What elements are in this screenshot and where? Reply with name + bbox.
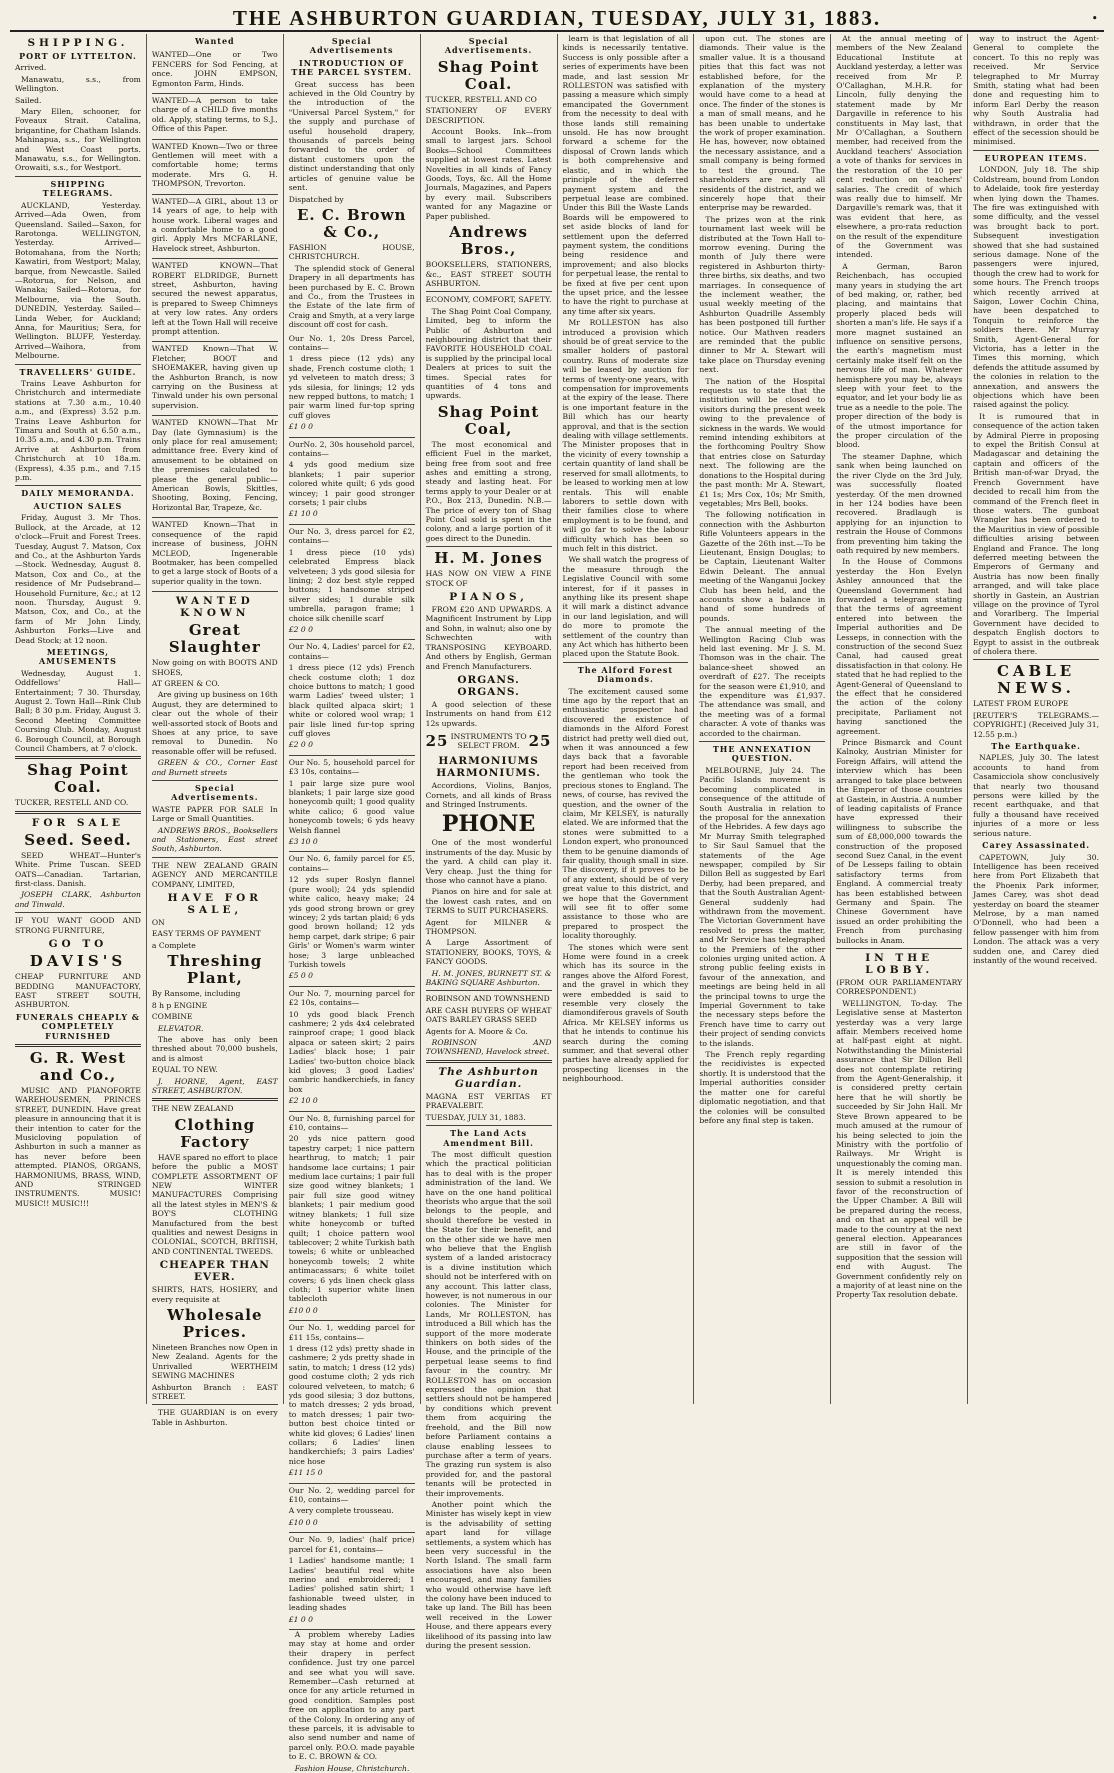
funerals-heading: FUNERALS CHEAPLY & COMPLETELY FURNISHED (15, 1011, 141, 1041)
parcel-items: 1 dress (12 yds) pretty shade in cashmere; 2 yds pretty shade in satin, to match; 1 dress (12 yds) good costume cloth; 2 yds rich coloured velveteen, to match; 6 yds good silesia; 3 doz buttons, to match dresses; 2 yds broad, to match dresses; 1 pair two-button best choice tinted or white kid gloves; 6 Ladies' linen collars; 6 Ladies' linen handkerchiefs; 3 pairs Ladies' nice hose (288, 1343, 415, 1466)
port-heading: PORT OF LYTTELTON. (19, 51, 137, 61)
wanted-ad (152, 195, 278, 259)
column-5 (558, 34, 695, 1404)
paper-name: The Ashburton Guardian. (438, 1065, 539, 1090)
brown-text: The splendid stock of General Drapery in all departments has been purchased by E. C. Brown and Co., from the Trustees in the Estate of the late firm of Craig and Smyth, at a very large discount off cost for cash. (288, 263, 415, 330)
threshing-text: The above has only been threshed about 70,000 bushels, and is almost (151, 1034, 278, 1063)
masthead (10, 6, 1104, 32)
parcel-entry (289, 1533, 415, 1630)
page-columns (10, 34, 1104, 1773)
great-slaughter-sub: Now going on with BOOTS AND SHOES, (151, 658, 278, 677)
cash-buyers-text: ARE CASH BUYERS OF WHEAT OATS BARLEY GRASS SEED (425, 1005, 552, 1025)
engine-label: 8 h p ENGINE (151, 1000, 208, 1010)
wanted-ad (152, 140, 278, 195)
harmoniums-text: Accordions, Violins, Banjos, Cornets, and all kinds of Brass and Stringed Instruments. (425, 781, 552, 809)
equal-to-new-label: EQUAL TO NEW. (151, 1065, 218, 1075)
west-heading: G. R. West and Co., (29, 1048, 127, 1084)
parcel-entry (289, 640, 415, 755)
special-ads-heading: Special Advertisements. (444, 36, 533, 56)
seed-heading: Seed. Seed. (24, 830, 132, 849)
parcel-heading: Our No. 9, ladies' (half price) parcel for £1, contains— (288, 1535, 415, 1554)
divider (152, 1404, 278, 1405)
parcel-total: £11 15 0 (288, 1468, 323, 1478)
stationery-text: Account Books. Ink—from small to largest jars. School Books—School Committees supplied at lowest rates. Latest Novelties in all kinds of Fancy Goods, Toys, &c. All the Home Journals, Magazines, and Papers by every mail. Subscribers wanted for any Magazine or Paper published. (425, 127, 552, 221)
nz-grain-heading: THE NEW ZEALAND GRAIN AGENCY AND MERCANTILE COMPANY, LIMITED, (151, 860, 278, 889)
great-slaughter-heading: Great Slaughter (168, 621, 261, 657)
wanted-ad-text: WANTED Known—Two or three Gentlemen will meet with a comfortable home; terms moderate. Mrs G. H. THOMPSON, Trevorton. (151, 141, 278, 189)
news-text: The annual meeting of the Wellington Racing Club was held last evening. Mr J. S. M. Thomson was in the chair. The balance-sheet showed an overdraft of £27. The receipts for the season were £1,910, and the expenditure was £1,937. The attendance was small, and the meeting was of a formal character. A vote of thanks was accorded to the chairman. (699, 625, 826, 738)
lobby-sub: (FROM OUR PARLIAMENTARY CORRESPONDENT.) (836, 978, 963, 997)
shag-coal-text-2: The most economical and efficient Fuel in the market, being free from soot and free ashes and emitting a strong, steady and lasting heat. For terms apply to your Dealer or at P.O., Box 213, Dunedin. N.B.—The price of every ton of Shag Point Coal sold is spent in the colony, and a large portion of it goes direct to the Dunedin. (425, 439, 552, 543)
cable-news-meta: [REUTER'S TELEGRAMS.—COPYRIGHT.] (Received July 31, 12.55 p.m.) (973, 710, 1099, 739)
jones-signature: H. M. JONES, BURNETT ST. & BAKING SQUARE Ashburton. (425, 968, 552, 988)
andrews-sub: BOOKSELLERS, STATIONERS, &c., EAST STREET SOUTH ASHBURTON. (425, 260, 552, 288)
divider (15, 1044, 141, 1047)
parcel-total: £10 0 0 (288, 1305, 318, 1315)
divider (563, 662, 689, 663)
land-bill-text-2: Another point which the Minister has wisely kept in view is the advisability of setting apart land for village settlements, a system which has been very successful in the North Island. The small farm associations have also been encouraged, and many families who would otherwise have left the colony have been induced to take up land. The Bill has been well received in the Lower House, and there appears every likelihood of its passing into law during the present session. (425, 1499, 552, 1651)
wanted-ad-text: WANTED—A person to take charge of a CHILD five months old. Apply, stating terms, to S.J., Office of this Paper. (151, 96, 278, 134)
news-text: The prizes won at the rink tournament last week will be distributed at the Town Hall to-morrow evening. During the month of July there were registered in Ashburton thirty-three births, six deaths, and two marriages. In consequence of the inclement weather, the usual weekly meeting of the Ashburton Quadrille Assembly has been postponed till further notice. Our Mathven readers are reminded that the public dinner to Mr A. Stewart will take place on Thursday evening next. (699, 214, 826, 375)
parcel-heading: Our No. 3, dress parcel for £2, contains— (288, 526, 415, 546)
column-1 (10, 34, 147, 1404)
news-text: At the annual meeting of members of the New Zealand Educational Institute at Auckland yesterday, a letter was received from Mr P. O'Callaghan, M.H.R. for Lincoln, fully denying the statement made by Mr Dargaville in reference to his constituents in May last, that Mr O'Callaghan, a Southern member, had received from the Auckland teachers' Association a vote of thanks for services in the restoration of the 10 per cent reduction on teachers' salaries. The credit of which was really due to himself. Mr Dargaville's remark was, that it was evident that here, as elsewhere, a pro-rata reduction on the result of the expenditure of the Government was intended. (836, 34, 963, 260)
wanted-ad (152, 416, 278, 518)
parcel-system-text: Great success has been achieved in the Old Country by the introduction of the "Universal Parcel System," for the supply and purchase of useful household drapery, thousands of parcels being forwarded to the order of distant customers upon the distinct understanding that only articles of genuine value be sent. (288, 79, 415, 193)
shag-coal-heading: Shag Point Coal. (437, 57, 540, 93)
alford-diamonds-heading: The Alford Forest Diamonds. (577, 664, 674, 685)
wanted-known-heading: WANTED KNOWN (175, 595, 254, 620)
land-bill-heading: The Land Acts Amendment Bill. (443, 1128, 534, 1148)
branch-text: Ashburton Branch : EAST STREET. (151, 1382, 278, 1402)
meetings-heading: MEETINGS, AMUSEMENTS (38, 646, 117, 667)
shipping-telegrams-text: AUCKLAND, Yesterday. Arrived—Ada Owen, from Queensland. Sailed—Saxon, for Rarotonga. WELLINGTON, Yesterday. Arrived—Botomahana, from the North; Kawatiri, from Westport; Malay, barque, from Newcastle. Sailed—Rotorua, for Nelson, and Wanaka; Sailed—Rotorua, for Melbourne, via the South. DUNEDIN, Yesterday. Sailed—Linda Weber, for Auckland; Anna, for Mauritius; Sera, for Wellington. BLUFF, Yesterday. Arrived—Waihora, from Melbourne. (15, 200, 141, 361)
special-ads-heading: Special Advertisements. (171, 783, 259, 803)
on-label: ON (151, 918, 165, 928)
go-to-heading: GO TO (48, 938, 108, 951)
parcel-entry (289, 438, 415, 525)
phone-heading: PHONE (441, 811, 536, 838)
parcel-items: A very complete trousseau. (288, 1506, 394, 1516)
sailings-text: Mary Ellen, schooner, for Foveaux Strait. Catalina, brigantine, for Chatham Islands. Mahinapua, s.s., for Wellington and West Coast ports. Manawatu, s.s., for Wellington. Orowaiti, s.s., for Westport. (15, 107, 141, 173)
wanted-ad (152, 94, 278, 140)
parcel-heading: Our No. 6, family parcel for £5, contains— (288, 854, 415, 873)
great-slaughter-at: AT GREEN & CO. (151, 678, 220, 688)
news-text: Prince Bismarck and Count Kalnoky, Austrian Minister for Foreign Affairs, will attend the interview which has been arranged to take place between the Emperor of those countries at Gastein, in Austria. A number of leading capitalists of France have expressed their willingness to subscribe the sum of £8,000,000 towards the construction of the proposed second Suez Canal, in the event of De Lesseps failing to obtain satisfactory terms from England. A commercial treaty has been established between Germany and Spain. The Chinese Government have issued an order prohibiting the French from purchasing bullocks in Anam. (836, 738, 963, 945)
arrived-label: Arrived. (15, 63, 47, 73)
column-2 (147, 34, 284, 1427)
pianos-heading: PIANOS, (449, 591, 528, 604)
clothing-factory-heading: Clothing Factory (174, 1115, 256, 1151)
instrument-label: INSTRUMENTS TO SELECT FROM. (450, 731, 527, 751)
column-7 (831, 34, 968, 1404)
davis-heading: DAVIS'S (29, 952, 127, 971)
elevator-label: ELEVATOR. (157, 1023, 204, 1033)
great-slaughter-text: Are giving up business on 16th August, they are determined to clear out the whole of their well-assorted stock of Boots and Shoes at any price, to save removal to Dunedin. No reasonable offer will be refused. (151, 690, 278, 756)
parcel-list (289, 332, 415, 1630)
auction-sales-heading: AUCTION SALES (33, 500, 123, 511)
divider (426, 990, 552, 991)
news-text: The steamer Daphne, which sank when being launched on the river Clyde on the 3rd July, was successfully floated yesterday. Of the men drowned in her 124 bodies have been recovered. Bradlaugh is applying for an injunction to restrain the House of Commons from preventing him taking the oath required by new members. (836, 451, 963, 555)
parcel-heading: Our No. 1, wedding parcel for £11 15s, contains— (288, 1323, 415, 1342)
parcel-total: £3 10 0 (288, 837, 318, 847)
parcel-items: 1 Ladies' handsome mantle; 1 Ladies' beautiful real white merino and embroidered; 1 Ladies' polished satin shirt; 1 fashionable tweed ulster, in leading shades (288, 1556, 415, 1613)
news-text: upon cut. The stones are diamonds. Their value is the smaller value. It is a thousand pities that this fact was not established before, for the explanation of the mystery would have come to a head at once. The finder of the stones is a man of small means, and he has been unable to undertake the work of proper examination. He has, however, now obtained the necessary assistance, and a small company is being formed to test the ground. The shareholders are nearly all residents of the district, and we sincerely hope that their enterprise may be rewarded. (699, 34, 826, 213)
parcel-entry (289, 1321, 415, 1484)
lobby-heading: IN THE LOBBY. (865, 952, 934, 976)
parcel-system-heading: INTRODUCTION OF THE PARCEL SYSTEM. (291, 57, 412, 78)
parcel-items: 1 dress piece (10 yds) celebrated Empress black velveteen; 3 yds good silesia for lining; 2 doz best style repped buttons; 1 handsome striped silver sides; 1 durable silk umbrella, paragon frame; 1 choice silk chenille scarf (288, 547, 415, 623)
complete-label: a Complete (151, 940, 196, 950)
column-6 (694, 34, 831, 1404)
parcel-entry (289, 332, 415, 438)
column-8 (968, 34, 1104, 1404)
organs-heading: ORGANS. ORGANS. (457, 673, 520, 698)
travellers-guide-text: Trains Leave Ashburton for Christchurch and intermediate stations at 7.30 a.m., 10.40 a.m., and (Express) 3.52 p.m. Trains Leave Ashburton for Timaru and South at 6.50 a.m., 10.35 a.m., and 4.30 p.m. Trains Arrive at Ashburton from Christchurch at 10 18a.m. (Express), 4.35 p.m., and 7.15 p.m. (15, 379, 141, 483)
annexation-text-2: The French reply regarding the recidivistes is expected shortly. It is understood that the Imperial authorities consider the matter one for careful diplomatic negotiation, and that the colonies will be consulted before any final step is taken. (699, 1050, 826, 1125)
wanted-ad-text: WANTED—A GIRL, about 13 or 14 years of age, to help with house work. Liberal wages and a comfortable home to a good girl. Apply Mrs MCFARLANE, Havelock street, Ashburton. (151, 196, 278, 253)
wanted-ad (152, 48, 278, 94)
cable-news-heading: CABLE NEWS. (996, 662, 1076, 698)
lobby-text: WELLINGTON, To-day. The Legislative sense at Masterton yesterday was a very large affair. Members received home at half-past eight at night. Notwithstanding the Ministerial assurance that Sir Dillon Bell does not contemplate retiring from the Agent-Generalship, it is considered pretty certain here that he will shortly be succeeded by Sir John Hall. Mr Steve Brown appeared to be much amused at the rumour of his being selected to join the Ministry with the portfolio of Railways. Mr Wright is unquestionably the coming man. It is merely intended this session to submit a resolution in favor of the reconstruction of the Upper Chamber. A Bill will be prepared during the recess, and on that an appeal will be made to the country at the next general election. Appearances are still in favor of the supposition that the session will end with August. The Government confidently rely on a majority of at least nine on the Property Tax resolution debate. (836, 998, 963, 1300)
parcel-heading: Our No. 4, Ladies' parcel for £2, contains— (288, 642, 415, 661)
auction-sales-text: Friday, August 3. Mr Thos. Bullock, at the Arcade, at 12 o'clock—Fruit and Forest Trees. Tuesday, August 7. Matson, Cox and Co., at the Ashburton Yards—Stock. Wednesday, August 8. Matson, Cox and Co., at the residence of Mr Pudsebrand—Household Furniture, &c.; at 12 noon. Thursday, August 9. Matson, Cox, and Co., at the farm of Mr John Lindy, Ashburton Forks—Live and Dead Stock; at 12 noon. (15, 513, 141, 645)
news-text: The following notification in connection with the Ashburton Rifle Volunteers appears in the Gazette of the 26th inst.—To be Lieutenant, Ensign Douglas; to be Captain, Lieutenant Walter Edwin Deleant. The annual meeting of the Wanganui Jockey Club has been held, and the accounts show a balance in hand of some hundreds of pounds. (699, 510, 826, 623)
phone-text: One of the most wonderful instruments of the day. Music by the yard. A child can play it. Very cheap. Just the thing for those who cannot have a piano. (425, 838, 552, 885)
newspaper-title: THE ASHBURTON GUARDIAN, TUESDAY, JULY 31, 1883. (232, 6, 882, 30)
daily-memoranda-heading: DAILY MEMORANDA. (21, 488, 135, 499)
parcel-total: £1 10 0 (288, 509, 318, 519)
divider (15, 364, 141, 365)
parcel-items: 4 yds good medium size blankets; 1 pair superior colored white quilt; 6 yds good wincey; 1 pair good stronger corsets; 1 pair clubs (288, 460, 415, 508)
parcel-heading: Our No. 1, 20s Dress Parcel, contains— (288, 333, 415, 352)
parcel-entry (289, 756, 415, 853)
parcel-entry (289, 1112, 415, 1322)
arrivals-text: Manawatu, s.s., from Wellington. (15, 74, 141, 94)
wanted-ad (152, 342, 278, 416)
harmoniums-heading: HARMONIUMS HARMONIUMS. (436, 755, 541, 780)
robinson-heading: ROBINSON AND TOWNSHEND (425, 994, 550, 1004)
west-text: MUSIC AND PIANOFORTE WAREHOUSEMEN, PRINCES STREET, DUNEDIN. Have great pleasure in announcing that it is their intention to cater for the Musicloving population of Ashburton in such a manner as has never before been attempted. PIANOS, ORGANS, HARMONIUMS, BRASS, WIND, AND STRINGED INSTRUMENTS. MUSIC! MUSIC!! MUSIC!!! (15, 1085, 141, 1208)
news-text: way to instruct the Agent-General to complete the concert. To this no reply was received. Mr Service telegraphed to Mr Murray Smith, stating what had been done and requesting him to inform Earl Derby the reason why South Australia had withdrawn, in order that the effect of the secession should be minimised. (973, 34, 1099, 147)
wanted-ad-text: WANTED Known—That W. Fletcher, BOOT and SHOEMAKER, having given up the Ashburton Branch, is now carrying on the Business at Tinwald under his own personal supervision. (151, 344, 278, 410)
parcel-items: 1 pair large size pure wool blankets; 1 pair large size good honeycomb quilt; 1 good quality white calico; 6 good value honeycomb towels; 6 yds heavy Welsh flannel (288, 778, 415, 835)
column-3 (284, 34, 421, 1773)
wanted-heading: Wanted (194, 36, 235, 46)
parcel-heading: Our No. 8, furnishing parcel for £10, contains— (288, 1113, 415, 1133)
agent-text: Agent for MILNER & THOMPSON. (425, 917, 552, 936)
land-bill-continued-2: Mr ROLLESTON has also introduced a provision which should be of great service to the smaller holders of pastoral country. Runs of moderate size will be leased by auction for terms of twenty-one years, with compensation for improvements at the expiry of the lease. There is one important feature in the Bill which has our hearty approval, and that is the section dealing with village settlements. The Minister proposes that in the vicinity of every township a certain quantity of land shall be reserved for small allotments, to be leased to working men at low rentals. This will enable laborers to settle down with their families close to where employment is to be found, and will go far to solve the labour difficulty which has been so much felt in this district. (562, 318, 689, 553)
divider (15, 756, 141, 759)
threshing-plant-heading: Threshing Plant, (167, 952, 263, 988)
parcel-total: £1 0 0 (288, 1614, 313, 1624)
travellers-guide-heading: TRAVELLERS' GUIDE. (19, 366, 137, 377)
divider (15, 811, 141, 814)
stationery-heading: STATIONERY OF EVERY DESCRIPTION. (425, 106, 552, 125)
jones-heading: H. M. Jones (434, 549, 543, 568)
parcel-items: 12 yds super Roslyn flannel (pure wool); 24 yds splendid white calico, heavy make; 24 yds good strong brown or grey wincey; 2 yds tartan plaid; 6 yds good brown holland; 12 yds hemp carpet, dark stripe; 6 pair Girls' or Women's warm winter hose; 3 large unbleached Turkish towels (288, 875, 415, 969)
parcel-total: £10 0 0 (288, 1517, 318, 1527)
divider (426, 546, 552, 547)
andrews-signature: ANDREWS BROS., Booksellers and Stationers, East street South, Ashburton. (151, 825, 278, 854)
alford-diamonds-text: The excitement caused some time ago by the report that an enthusiastic prospector had discovered the existence of diamonds in the Alford Forest district had pretty well died out, when it was announced a few days back that a favorable report had been received from the gentleman who took the precious stones to England. The news, of course, has revived the question, and the owner of the claim, Mr KELSEY, is naturally elated. We are informed that the stones were submitted to a London expert, who pronounced them to be genuine diamonds of fair quality, though small in size. The discovery, if it proves to be of any extent, should be of very great value to this district, and we hope that the Government will see fit to offer some assistance to those who are prepared to prospect the locality thoroughly. (562, 686, 689, 941)
divider (699, 741, 825, 742)
easy-terms-label: EASY TERMS OF PAYMENT (151, 929, 261, 939)
parcel-entry (289, 525, 415, 640)
guardian-note: THE GUARDIAN is on every Table in Ashburton. (151, 1408, 278, 1427)
clark-signature: JOSEPH CLARK, Ashburton and Tinwald. (15, 890, 141, 909)
divider (973, 659, 1099, 660)
earthquake-text: NAPLES, July 30. The latest accounts to hand from Casamicciola show conclusively that nearly two thousand persons were killed by the recent earthquake, and that fully a thousand have received injuries of a more or less serious nature. (973, 753, 1099, 838)
dispatched-label: Dispatched by (288, 194, 344, 204)
horne-signature: J. HORNE, Agent, EAST STREET, ASHBURTON. (151, 1076, 278, 1095)
instrument-count-row (426, 730, 552, 752)
wanted-ad (152, 518, 278, 592)
waste-paper-text: WASTE PAPER FOR SALE In Large or Small Quantities. (151, 804, 278, 824)
tucker-label: TUCKER, RESTELL AND CO (425, 94, 537, 104)
furniture-ad-text: IF YOU WANT GOOD AND STRONG FURNITURE, (15, 916, 141, 935)
parcel-total: £1 0 0 (288, 422, 313, 432)
parcel-heading: Our No. 7, mourning parcel for £2 10s, contains— (288, 988, 415, 1008)
land-bill-continued: learn is that legislation of all kinds is necessarily tentative. Success is only possible after a series of experiments have been made, and last session Mr ROLLESTON was satisfied with passing a measure which simply emancipated the Government from the necessity to deal with those lands still remaining unsold. He has now brought forward a scheme for the disposal of Crown lands which is both comprehensive and elastic, and in which the principle of the deferred payment system and the perpetual lease are combined. Under this Bill the Waste Lands Boards will be empowered to set aside blocks of land for settlement upon the deferred payment system, the conditions being residence and improvement; and also blocks for perpetual lease, the rental to be fixed at five per cent upon the upset price, and the lessee to have the right to purchase at any time after six years. (562, 34, 689, 316)
parcel-total: £2 0 0 (288, 740, 313, 750)
divider (973, 150, 1099, 151)
have-for-sale-heading: HAVE FOR SALE, (167, 892, 263, 917)
cheaper-heading: CHEAPER THAN EVER. (159, 1259, 270, 1284)
agents-text: Agents for A. Moore & Co. (425, 1026, 528, 1036)
european-items-heading: EUROPEAN ITEMS. (984, 152, 1088, 163)
robinson-signature: ROBINSON AND TOWNSHEND, Havelock street. (425, 1038, 552, 1057)
news-text: A German, Baron Reichenbach, has occupied many years in studying the art of bed making, or, rather, bed placing, and maintains that properly placed beds will shorten a man's life. He says if a more magnet sustained an influence on sensitive persons, the earth's magnetism must certainly make itself felt on the nervous life of man. Whatever hemisphere you may be, always sleep with your feet to the equator, and let your body lie as true as a needle to the pole. The proper direction of the body is of the utmost importance for the proper circulation of the blood. (836, 261, 963, 450)
wanted-ad-text: WANTED—One or Two FENCERS for Sod Fencing, at once. JOHN EMPSON, Egmonton Farm, Hinds. (151, 50, 278, 88)
shipping-telegrams-heading: SHIPPING TELEGRAMS. (42, 178, 114, 199)
european-items-text-2: It is rumoured that in consequence of the action taken by Admiral Pierre in proposing to expel the British Consul at Madagascar and detaining the captain and officers of the British man-of-war Dryad, the French Government have decided to recall him from the command of the French fleet in those waters. The gunboat Wrangler has been ordered to the Mauritius in view of possible difficulties arising between England and France. The long deferred meeting between the Emperors of Germany and Austria has now been finally arranged, and will take place shortly in Gastein, an Austrian village on the province of Tyrol and Vorarlberg. The Imperial Government have decided to despatch English doctors to Egypt to assist in the outbreak of cholera there. (973, 411, 1100, 656)
for-sale-heading: FOR SALE (31, 816, 124, 829)
news-text: In the House of Commons yesterday the Hon Evelyn Ashley announced that the Queensland Government had forwarded a telegram stating that the terms of agreement entered into between the Imperial authorities and De Lesseps, in connection with the construction of the second Suez Canal, had caused great dissatisfaction in that colony. He stated that he had replied to the Agent-General of Queensland to the effect that he considered the action of the colony precipitate, Parliament not having sanctioned the agreement. (836, 557, 963, 736)
parcel-heading: OurNo. 2, 30s household parcel, contains— (288, 439, 415, 459)
parcel-total: £2 10 0 (288, 1096, 318, 1106)
clothing-text: HAVE spared no effort to place before the public a MOST COMPLETE ASSORTMENT OF NEW WINTER MANUFACTURES Comprising all the latest styles in MEN'S & BOY'S CLOTHING Manufactured from the best qualities and newest Designs in COLONIAL, SCOTCH, BRITISH, AND CONTINENTAL TWEEDS. (151, 1152, 278, 1256)
instrument-count: 25 (528, 732, 552, 751)
land-bill-text: The most difficult question which the practical politician has to deal with is the proper administration of the land. We have on the one hand political theorists who argue that the soil belongs to the people, and should therefore be vested in the State for their benefit, and on the other side we have men who believe that the English system of a landed aristocracy is a divine institution which should not be interfered with on any account. This latter class, however, is not numerous in our colonies. The Minister for Lands, Mr ROLLESTON, has introduced a Bill which has the support of the more moderate thinkers on both sides of the House, and the principle of the perpetual lease seems to find favour in the country. Mr ROLLESTON has on occasion expressed the opinion that settlers should not be hampered by conditions which prevent them from acquiring the freehold, and the Bill now before Parliament contains a clause enabling lessees to purchase after a term of years. The grazing run system is also provided for, and the pastoral tenants will be protected in their improvements. (425, 1149, 552, 1498)
paper-motto: MAGNA EST VERITAS ET PRAEVALEBIT. (425, 1091, 552, 1111)
branches-text: Nineteen Branches now Open in New Zealand. Agents for the Unrivalled WERTHEIM SEWING MACHINES (151, 1343, 278, 1381)
combine-label: COMBINE (151, 1012, 193, 1022)
brown-signature: Fashion House, Christchurch. (294, 1763, 410, 1773)
organs-text: A good selection of these Instruments on hand from £12 12s upwards. (425, 699, 552, 728)
column-4 (421, 34, 558, 1651)
divider (836, 948, 962, 949)
carey-heading: Carey Assassinated. (982, 840, 1091, 851)
parcel-entry (289, 852, 415, 986)
parcel-entry (289, 987, 415, 1112)
ransome-label: By Ransome, including (151, 989, 241, 999)
shirts-text: SHIRTS, HATS, HOSIERY, and every requisite at (151, 1285, 278, 1304)
land-bill-continued-3: We shall watch the progress of the measure through the Legislative Council with some interest, for if it passes in anything like its present shape it will mark a distinct advance in our land legislation, and will do more to promote the settlement of the country than any Act which has hitherto been placed upon the Statute Book. (562, 555, 689, 659)
news-text: The nation of the Hospital requests us to state that the institution will be closed to visitors during the present week owing to the prevalence of sickness in the wards. We would remind intending exhibitors at the forthcoming Poultry Show that entries close on Saturday next. The following are the donations to the Hospital during the past month: Mr A. Stewart, £1 1s; Mrs Cox, 10s; Mr Smith, vegetables; Mrs Bell, books. (699, 376, 826, 508)
earthquake-heading: The Earthquake. (991, 741, 1081, 752)
meetings-text: Wednesday, August 1. Oddfellows' Hall—Entertainment; 7 30. Thursday, August 2. Town Hall—Rink Club Ball; 8 30 p.m. Friday, August 3. Second Meeting Committee Coursing Club. Monday, August 6. Borough Council, at Borough Council Chambers, at 7 o'clock. (15, 668, 141, 754)
carey-text: CAPETOWN, July 30. Intelligence has been received here from Port Elizabeth that the Phoenix Park informer, James Carey, was shot dead yesterday on board the steamer Melrose, by a man named O'Donnell, who had been a fellow passenger with him from London. The attack was a very sudden one, and Carey died instantly of the wound received. (973, 852, 1099, 965)
andrews-heading: Andrews Bros., (449, 223, 528, 259)
parcel-entry (289, 1484, 415, 1534)
annexation-heading: THE ANNEXATION QUESTION. (712, 744, 812, 764)
divider (426, 1125, 552, 1126)
large-assortment-text: A Large Assortment of STATIONERY, BOOKS, TOYS, & FANCY GOODS. (425, 938, 552, 967)
shag-coal-heading-2: Shag Point Coal, (437, 402, 540, 438)
divider (426, 291, 552, 292)
parcel-total: £5 0 0 (288, 971, 313, 981)
hire-text: Pianos on hire and for sale at the lowest cash rates, and on TERMS to SUIT PURCHASERS. (425, 887, 552, 916)
parcel-items: 10 yds good black French cashmere; 2 yds 4x4 celebrated rainproof crape; 1 good black alpaca or sateen skirt; 2 pairs Ladies' black hose; 1 pair Ladies' two-button choice black kid gloves; 3 good Ladies' cambric handkerchiefs, in fancy box (288, 1009, 415, 1094)
annexation-text: MELBOURNE, July 24. The Pacific Islands movement is becoming complicated in consequence of the attitude of South Australia in relation to the proposal for the annexation of the Hebrides. A few days ago Mr Murray Smith telegraphed to Sir Saul Samuel that the statements of the Age newspaper, compiled by Sir Dillon Bell as suggested by Earl Derby, had been prepared, and that the South Australian Agent-General suddenly had withdrawn from the movement. The Victorian Government have resolved to press the matter, and Mr Service has telegraphed to the Premiers of the other colonies urging united action. A strong public feeling exists in favour of the annexation, and meetings are being held in all the principal towns to urge the Imperial Government to take the necessary steps before the French have time to carry out their project of sending convicts to the islands. (699, 765, 826, 1048)
economy-heading: ECONOMY, COMFORT, SAFETY. (425, 295, 552, 305)
divider (152, 857, 278, 858)
pianos-text: FROM £20 AND UPWARDS. A Magnificent Instrument by Lipp and Sohn, in walnut; also one by Schwechten with TRANSPOSING KEYBOARD. And others by English, German and French Manufacturers. (425, 605, 552, 671)
seed-text: SEED WHEAT—Hunter's White. Prime Tuscan. SEED OATS—Canadian. Tartarian, first-class. Danish. (15, 850, 141, 889)
green-signature: GREEN & CO., Corner East and Burnett streets (151, 758, 278, 777)
clothing-sub: THE NEW ZEALAND (151, 1104, 234, 1114)
alford-diamonds-text-2: The stones which were sent Home were found in a creek which has its source in the ranges above the Alford Forest, and the gravel in which they were embedded is said to resemble very closely the diamondiferous gravels of South Africa. Mr KELSEY informs us that he intends to continue his search during the coming summer, and that several other parties have already applied for prospecting licenses in the neighbourhood. (562, 942, 689, 1084)
economy-text: The Shag Point Coal Company, Limited, beg to inform the Public of Ashburton and neighbouring district that their FAVORITE HOUSEHOLD COAL is supplied by the principal local Dealers at prices to suit the times. Special rates for quantities of 4 tons and upwards. (425, 306, 552, 401)
wanted-ad-text: WANTED Known—That in consequence of the rapid increase of business, JOHN MCLEOD, Ingenerable Bootmaker, has been compelled to get a large stock of Boots of a superior quality in the town. (151, 520, 278, 586)
divider (426, 1060, 552, 1063)
divider (152, 1098, 278, 1101)
parcel-heading: Our No. 5, household parcel for £3 10s, contains— (288, 757, 415, 777)
shag-coal-heading: Shag Point Coal. (27, 761, 129, 797)
divider (15, 912, 141, 913)
cable-news-sub: LATEST FROM EUROPE (973, 699, 1069, 709)
parcel-heading: Our No. 2, wedding parcel for £10, contains— (288, 1485, 415, 1505)
sailed-label: Sailed. (15, 95, 42, 105)
wanted-ad (152, 259, 278, 342)
divider (152, 780, 278, 781)
page-mark: • (1091, 12, 1098, 25)
shipping-heading: SHIPPING. (27, 37, 129, 49)
instrument-count: 25 (425, 732, 449, 751)
jones-sub: HAS NOW ON VIEW A FINE STOCK OF (425, 569, 552, 588)
brown-heading: E. C. Brown & Co., (296, 205, 407, 241)
fashion-house-label: FASHION HOUSE, CHRISTCHURCH. (288, 242, 415, 262)
special-ads-heading: Special Advertisements (309, 36, 394, 56)
european-items-text: LONDON, July 18. The ship Coldstream, bound from London to Adelaide, took fire yesterday when lying down the Thames. The fire was extinguished with some difficulty, and the vessel was brought back to port. Subsequent investigation showed that she had sustained serious damage. None of the passengers were injured, though the crew had to work for some hours. The French troops which recently arrived at Saigon, Lower Cochin China, have been despatched to Tonquin to reinforce the soldiers there. Mr Murray Smith, Agent-General for Victoria, has a letter in the Times this morning, which defends the attitude assumed by the colonies in relation to the annexation, and answers the objections which have been raised against the policy. (973, 165, 1099, 410)
parcel-outro: A problem whereby Ladies may stay at home and order their drapery in perfect confidence. Just try one parcel and see what you will save. Remember—Cash returned at once for any article returned in good condition. Samples post free on application to any part of the Colony. In ordering any of these parcels, it is advisable to also send number and name of parcel only. P.O.O. made payable to E. C. BROWN & CO. (288, 1629, 415, 1762)
parcel-items: 20 yds nice pattern good tapestry carpet; 1 nice pattern hearthrug, to match; 1 pair handsome lace curtains; 1 pair medium lace curtains; 1 pair full size good witney blankets; 1 pair full size good witney blankets; 1 pair medium good witney blankets; 1 full size white honeycomb or tufted quilt; 1 choice pattern wool tablecover; 2 white Turkish bath towels; 6 white or unbleached honeycomb towels; 2 white antimacassars; 6 white toilet covers; 6 yds linen check glass cloth; 1 superior white linen tablecloth (288, 1134, 415, 1304)
parcel-items: 1 dress piece (12 yds) any shade, French costume cloth; 1 yd velveteen to match dress; 3 yds silesia, for linings; 12 yds new repped buttons, to match; 1 pair warm lined fur-top spring cuff gloves (288, 354, 415, 420)
divider (15, 176, 141, 177)
parcel-items: 1 dress piece (12 yds) French check costume cloth; 1 doz choice buttons to match; 1 good warm Ladies' tweed ulster; 1 black quilted alpaca skirt; 1 white or colored wool wrap; 1 pair lisle lined fur-top spring cuff gloves (288, 663, 415, 738)
divider (15, 485, 141, 486)
wholesale-heading: Wholesale Prices. (167, 1306, 263, 1342)
wanted-ad-text: WANTED KNOWN—That ROBERT ELDRIDGE, Burnett street, Ashburton, having secured the newest apparatus, is prepared to Sweep Chimneys at very low rates. Any orders left at the Town Hall will receive prompt attention. (151, 261, 278, 336)
parcel-total: £2 0 0 (288, 624, 313, 634)
paper-date: TUESDAY, JULY 31, 1883. (425, 1112, 526, 1122)
shag-coal-text: TUCKER, RESTELL AND CO. (15, 798, 129, 808)
davis-text: CHEAP FURNITURE AND BEDDING MANUFACTORY, EAST STREET SOUTH, ASHBURTON. (15, 972, 141, 1010)
wanted-ad-text: WANTED KNOWN—That Mr Day (late Gymnasium) is the only place for real amusement; admittance free. Every kind of amusement to be obtained on the premises calculated to please the general public—American Bowls, Skittles, Shooting, Boxing, Fencing, Horizontal Bar, Trapeze, &c. (151, 418, 278, 512)
